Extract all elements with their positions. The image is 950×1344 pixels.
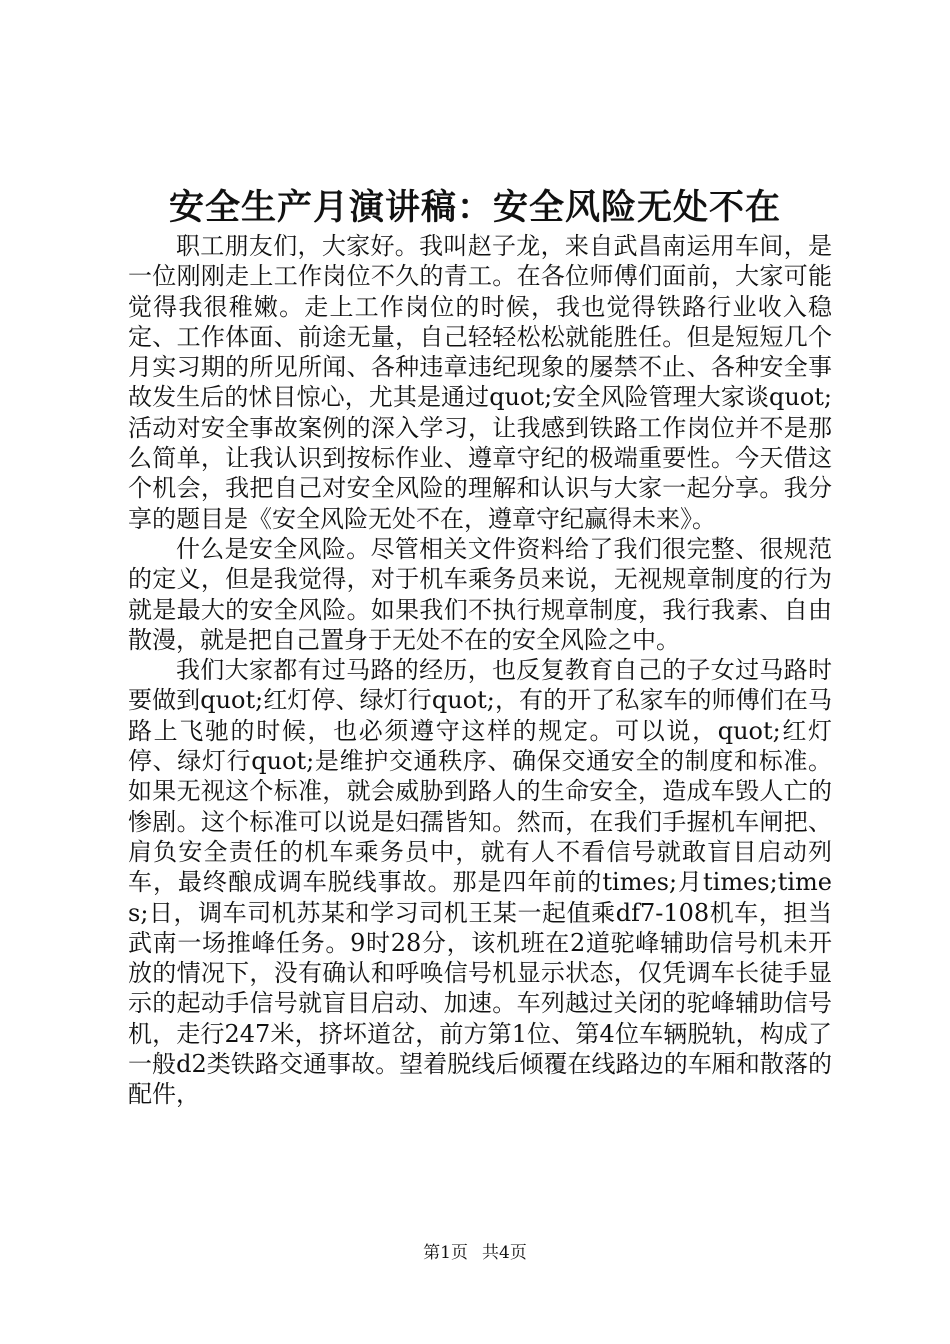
- page-number: 第1页: [423, 1243, 468, 1263]
- paragraph: 我们大家都有过马路的经历，也反复教育自己的子女过马路时要做到quot;红灯停、绿灯行quot;，有的开了私家车的师傅们在马路上飞驰的时候，也必须遵守这样的规定。可以说，quot;红灯停、绿灯行quot;是维护交通秩序、确保交通安全的制度和标准。如果无视这个标准，就会威胁到路人的生命安全，造成车毁人亡的惨剧。这个标准可以说是妇孺皆知。然而，在我们手握机车闸把、肩负安全责任的机车乘务员中，就有人不看信号就敢盲目启动列车，最终酿成调车脱线事故。那是四年前的times;月times;times;日，调车司机苏某和学习司机王某一起值乘df7-108机车，担当武南一场推峰任务。9时28分，该机班在2道驼峰辅助信号机未开放的情况下，没有确认和呼唤信号机显示状态，仅凭调车长徒手显示的起动手信号就盲目启动、加速。车列越过关闭的驼峰辅助信号机，走行247米，挤坏道岔，前方第1位、第4位车辆脱轨，构成了一般d2类铁路交通事故。望着脱线后倾覆在线路边的车厢和散落的配件，: [128, 656, 832, 1109]
- page-footer: [0, 1241, 950, 1265]
- paragraph: 什么是安全风险。尽管相关文件资料给了我们很完整、很规范的定义，但是我觉得，对于机车乘务员来说，无视规章制度的行为就是最大的安全风险。如果我们不执行规章制度，我行我素、自由散漫，就是把自己置身于无处不在的安全风险之中。: [128, 534, 832, 654]
- document-title: 安全生产月演讲稿：安全风险无处不在: [168, 187, 781, 228]
- page-total: 共4页: [482, 1243, 527, 1263]
- document-body: [128, 231, 832, 1110]
- paragraph: 职工朋友们，大家好。我叫赵子龙，来自武昌南运用车间，是一位刚刚走上工作岗位不久的青工。在各位师傅们面前，大家可能觉得我很稚嫩。走上工作岗位的时候，我也觉得铁路行业收入稳定、工作体面、前途无量，自己轻轻松松就能胜任。但是短短几个月实习期的所见所闻、各种违章违纪现象的屡禁不止、各种安全事故发生后的怵目惊心，尤其是通过quot;安全风险管理大家谈quot;活动对安全事故案例的深入学习，让我感到铁路工作岗位并不是那么简单，让我认识到按标作业、遵章守纪的极端重要性。今天借这个机会，我把自己对安全风险的理解和认识与大家一起分享。我分享的题目是《安全风险无处不在，遵章守纪赢得未来》。: [128, 232, 832, 533]
